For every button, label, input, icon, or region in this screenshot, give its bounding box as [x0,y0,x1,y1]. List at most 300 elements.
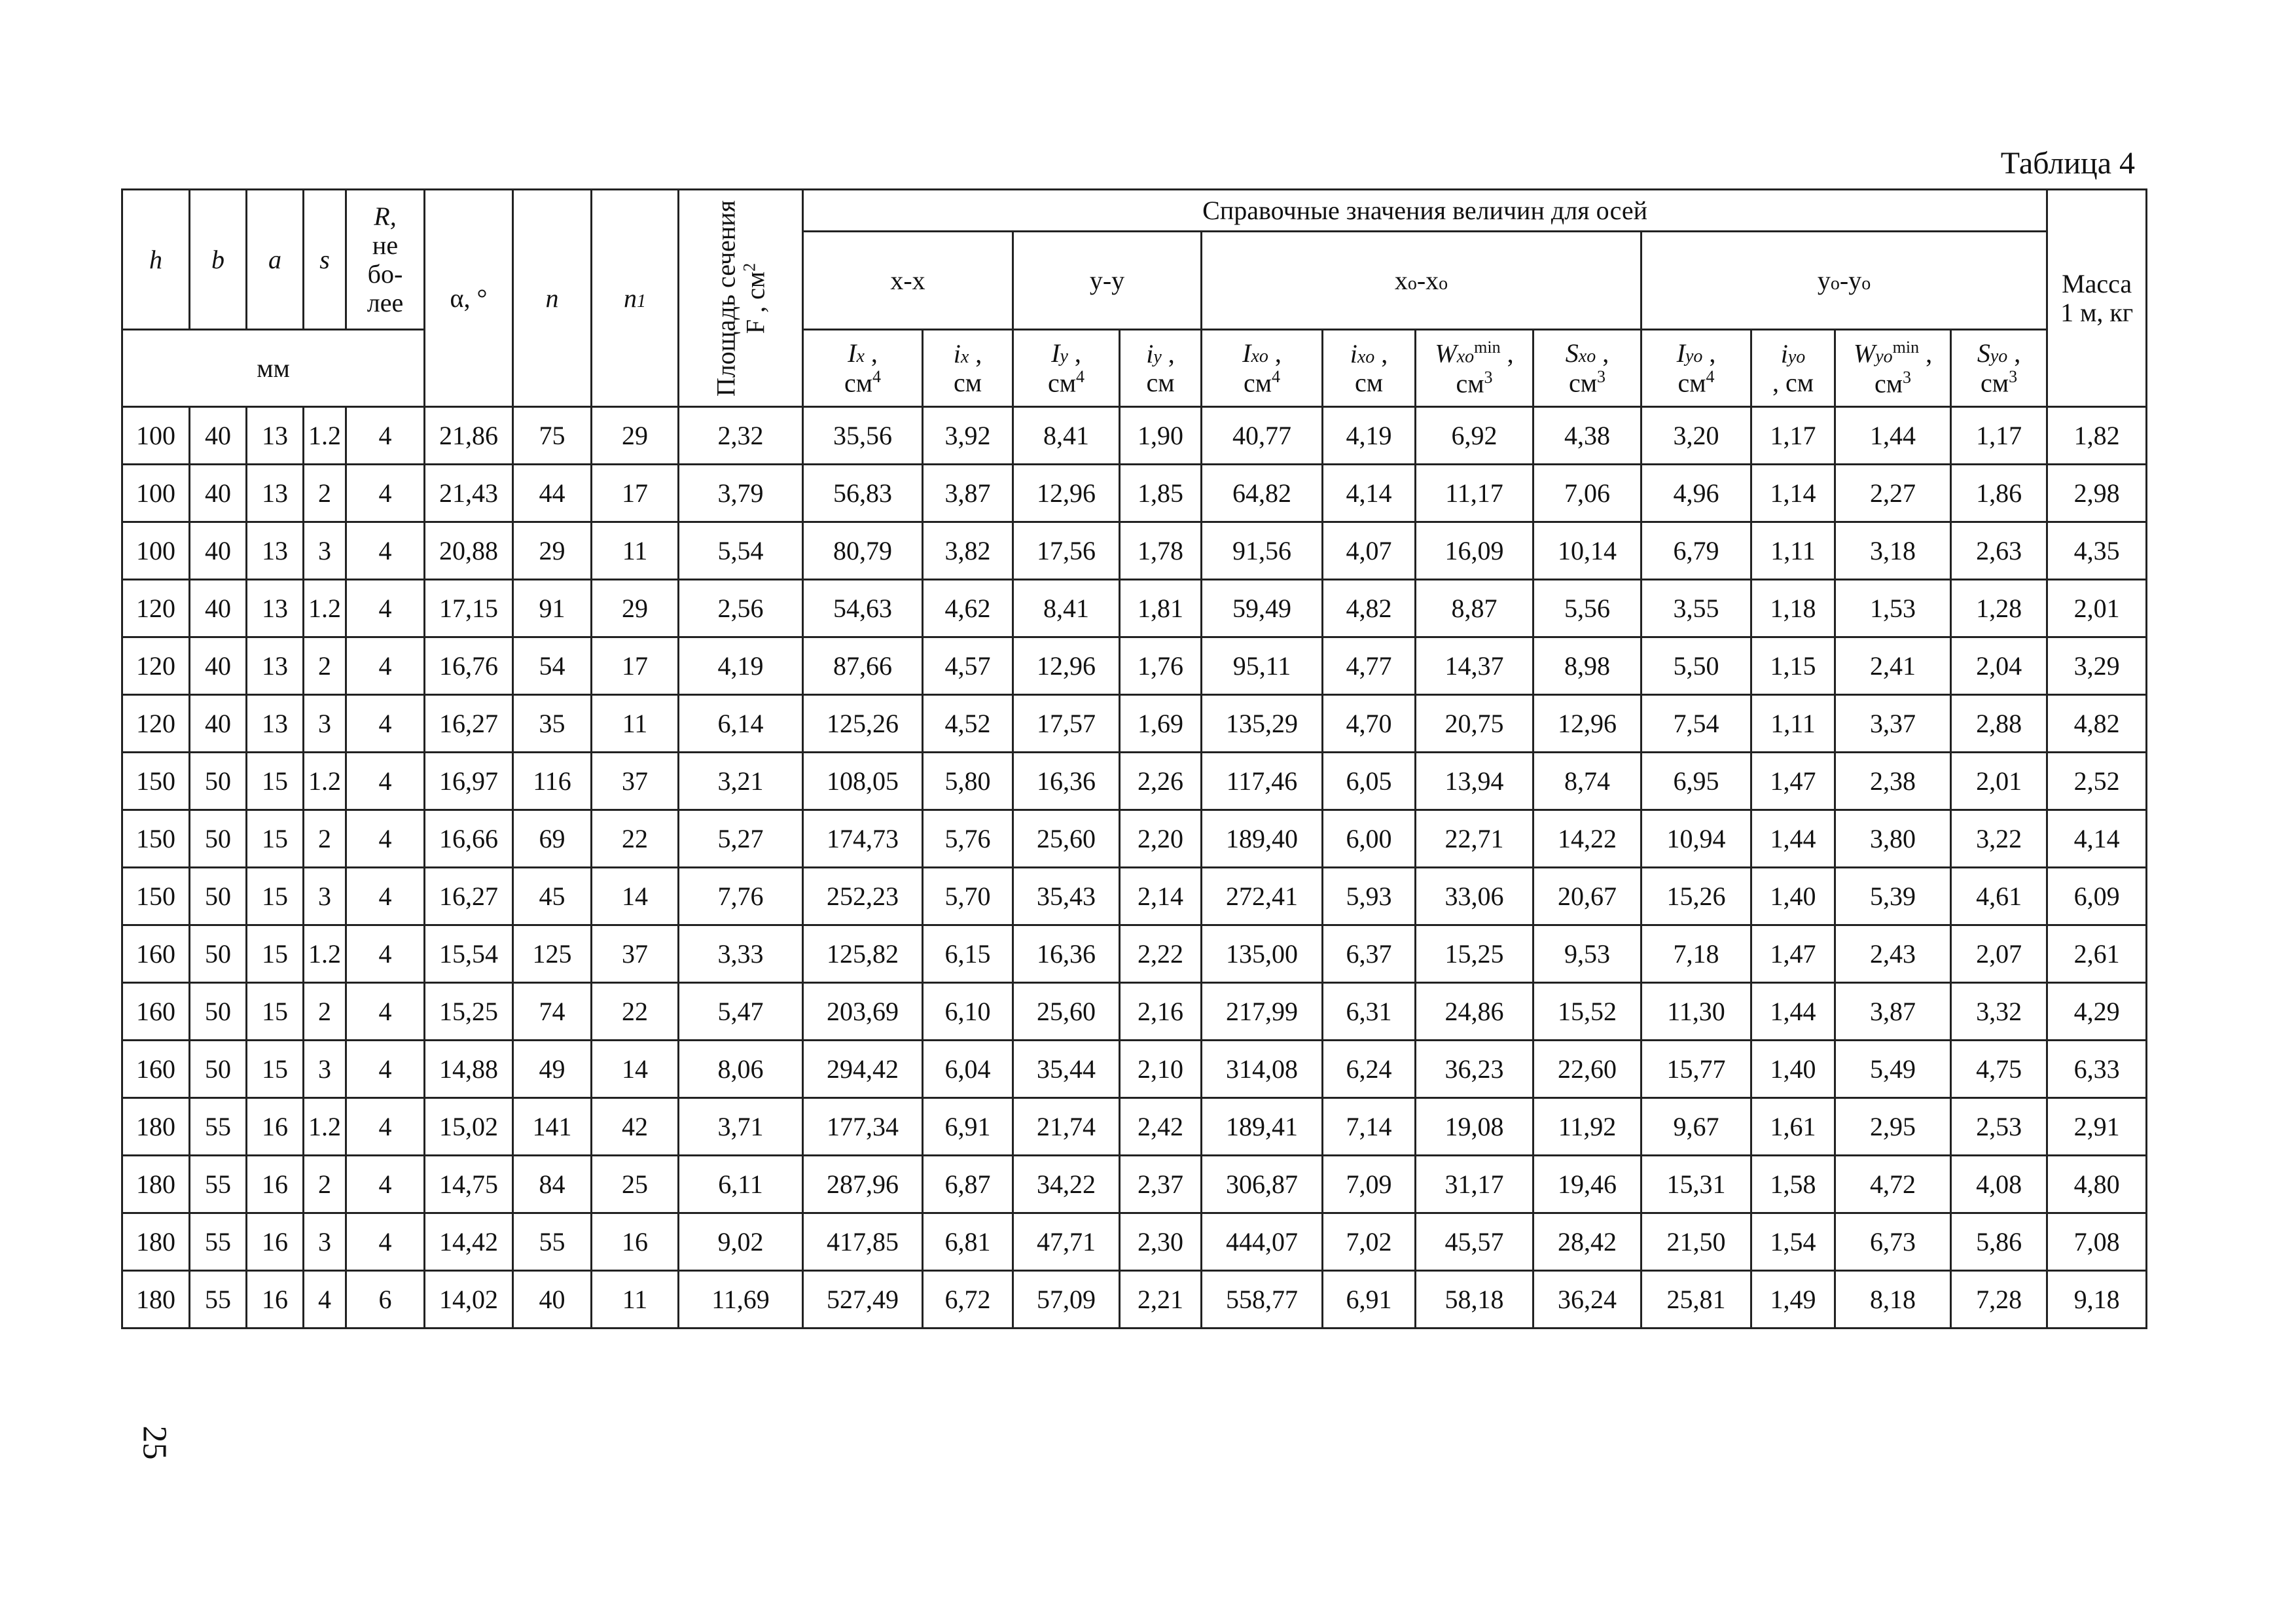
table-cell: 6,04 [923,1041,1013,1098]
table-cell: 50 [190,1041,247,1098]
table-cell: 4,07 [1323,522,1416,580]
table-cell: 2,26 [1120,753,1202,810]
table-cell: 19,46 [1534,1156,1641,1213]
table-cell: 40 [190,695,247,753]
table-cell: 3 [304,522,346,580]
table-cell: 80,79 [803,522,923,580]
table-cell: 2,32 [679,407,803,465]
table-cell: 6,15 [923,925,1013,983]
header-col-sub: y [1060,346,1068,366]
table-cell: 15,25 [1416,925,1534,983]
table-row [122,580,2147,637]
table-cell: 12,96 [1534,695,1641,753]
table-cell: 6,91 [923,1098,1013,1156]
table-cell: 189,40 [1202,810,1323,868]
table-cell: 7,06 [1534,465,1641,522]
table-cell: 8,18 [1835,1271,1951,1329]
header-col-3: iy , см [1120,330,1202,407]
table-cell: 116 [513,753,592,810]
table-cell: 17,15 [425,580,513,637]
table-cell: 17,56 [1013,522,1120,580]
header-col-8: Iyo , $см^4$ [1641,330,1751,407]
table-cell: 5,76 [923,810,1013,868]
table-cell: 2 [304,810,346,868]
table-cell: 150 [122,868,190,925]
table-cell: 1,44 [1835,407,1951,465]
table-cell: 8,87 [1416,580,1534,637]
table-cell: 13 [247,637,304,695]
header-b: b [190,190,247,330]
table-cell: 40 [190,407,247,465]
header-axis-yoyo-o2: o [1861,273,1871,294]
table-cell: 5,86 [1951,1213,2047,1271]
table-cell: 1,53 [1835,580,1951,637]
header-col-symbol: S [1565,338,1579,368]
header-axis-yy: y-y [1013,232,1202,330]
table-cell: 2,41 [1835,637,1951,695]
table-cell: 135,29 [1202,695,1323,753]
header-col-power: 4 [1706,366,1715,386]
table-cell: 12,96 [1013,465,1120,522]
header-col-6: Wxo$^{min}$ , $см^3$ [1416,330,1534,407]
table-cell: 5,70 [923,868,1013,925]
table-cell: 21,74 [1013,1098,1120,1156]
table-row [122,1271,2147,1329]
table-cell: 3,87 [1835,983,1951,1041]
table-cell: 15,26 [1641,868,1751,925]
table-cell: 3,87 [923,465,1013,522]
header-col-unit: см [1146,367,1175,397]
table-cell: 91 [513,580,592,637]
table-cell: 25 [592,1156,679,1213]
header-col-sub: y [1153,346,1162,367]
table-cell: 35 [513,695,592,753]
table-cell: 2,38 [1835,753,1951,810]
table-cell: 15 [247,1041,304,1098]
table-cell: 36,23 [1416,1041,1534,1098]
table-cell: 40 [190,580,247,637]
table-cell: 6,92 [1416,407,1534,465]
table-cell: 4,35 [2047,522,2147,580]
table-cell: 22,60 [1534,1041,1641,1098]
table-cell: 36,24 [1534,1271,1641,1329]
table-cell: 272,41 [1202,868,1323,925]
table-cell: 4 [346,1213,425,1271]
table-cell: 6,81 [923,1213,1013,1271]
header-col-unit: см [1047,368,1077,398]
table-cell: 4,38 [1534,407,1641,465]
table-cell: 314,08 [1202,1041,1323,1098]
table-cell: 24,86 [1416,983,1534,1041]
table-cell: 4 [346,1156,425,1213]
table-cell: 28,42 [1534,1213,1641,1271]
table-cell: 4,14 [1323,465,1416,522]
table-row [122,465,2147,522]
table-cell: 4 [346,407,425,465]
header-col-sup: min [1474,338,1501,357]
table-cell: 2,30 [1120,1213,1202,1271]
table-cell: 417,85 [803,1213,923,1271]
table-cell: 10,14 [1534,522,1641,580]
table-cell: 189,41 [1202,1098,1323,1156]
table-cell: 11,30 [1641,983,1751,1041]
table-cell: 3 [304,868,346,925]
table-cell: 1,44 [1751,810,1835,868]
table-cell: 2 [304,465,346,522]
table-cell: 177,34 [803,1098,923,1156]
header-col-unit: см [1568,368,1598,398]
header-col-unit: см [844,368,873,398]
table-cell: 4,82 [2047,695,2147,753]
table-cell: 56,83 [803,465,923,522]
table-cell: 8,41 [1013,580,1120,637]
header-alpha: α, ° [425,190,513,407]
table-cell: 13 [247,465,304,522]
table-cell: 1.2 [304,580,346,637]
header-axis-xx: x-x [803,232,1013,330]
table-cell: 15 [247,810,304,868]
table-cell: 42 [592,1098,679,1156]
header-col-symbol: W [1435,338,1457,368]
page-number: 25 [135,1425,173,1460]
header-axis-xoxo-a: x [1394,265,1408,295]
table-caption: Таблица 4 [2000,146,2135,181]
table-cell: 14,37 [1416,637,1534,695]
table-cell: 1,14 [1751,465,1835,522]
table-cell: 4 [346,580,425,637]
table-cell: 1.2 [304,925,346,983]
header-r [346,190,425,330]
table-cell: 2,43 [1835,925,1951,983]
header-n1 [592,190,679,407]
header-col-sub: yo [1990,346,2008,366]
table-cell: 11,92 [1534,1098,1641,1156]
table-row [122,1098,2147,1156]
table-cell: 6,14 [679,695,803,753]
table-row [122,1156,2147,1213]
header-col-1: ix , см [923,330,1013,407]
table-cell: 1,58 [1751,1156,1835,1213]
table-row [122,407,2147,465]
table-cell: 4,96 [1641,465,1751,522]
table-cell: 40 [190,637,247,695]
header-col-unit: см [953,367,982,397]
header-mm: мм [122,330,425,407]
table-cell: 8,41 [1013,407,1120,465]
table-cell: 2,98 [2047,465,2147,522]
table-cell: 4 [346,925,425,983]
table-cell: 57,09 [1013,1271,1120,1329]
table-row [122,522,2147,580]
table-cell: 37 [592,753,679,810]
table-cell: 5,54 [679,522,803,580]
table-cell: 4,08 [1951,1156,2047,1213]
table-cell: 21,86 [425,407,513,465]
table-cell: 25,60 [1013,810,1120,868]
table-cell: 1,11 [1751,522,1835,580]
table-cell: 1.2 [304,1098,346,1156]
table-cell: 13,94 [1416,753,1534,810]
header-mass [2047,190,2147,407]
table-cell: 1,85 [1120,465,1202,522]
table-cell: 6,05 [1323,753,1416,810]
table-cell: 180 [122,1156,190,1213]
table-cell: 5,80 [923,753,1013,810]
table-row [122,637,2147,695]
table-cell: 6 [346,1271,425,1329]
table-cell: 160 [122,925,190,983]
table-cell: 59,49 [1202,580,1323,637]
table-cell: 306,87 [1202,1156,1323,1213]
table-cell: 1,47 [1751,925,1835,983]
table-cell: 3,29 [2047,637,2147,695]
table-cell: 15,52 [1534,983,1641,1041]
table-cell: 4,80 [2047,1156,2147,1213]
header-col-power: 3 [1597,366,1606,386]
table-cell: 5,50 [1641,637,1751,695]
table-cell: 4 [346,753,425,810]
table-cell: 54,63 [803,580,923,637]
header-col-unit: см [1874,368,1903,398]
table-row [122,810,2147,868]
table-cell: 58,18 [1416,1271,1534,1329]
table-cell: 4,29 [2047,983,2147,1041]
table-cell: 444,07 [1202,1213,1323,1271]
table-cell: 17 [592,465,679,522]
table-cell: 15,25 [425,983,513,1041]
table-cell: 16 [247,1271,304,1329]
table-cell: 1,61 [1751,1098,1835,1156]
table-row [122,868,2147,925]
header-col-7: Sxo , $см^3$ [1534,330,1641,407]
table-cell: 7,28 [1951,1271,2047,1329]
header-n1-symbol: n [624,283,637,313]
header-col-sub: yo [1875,346,1893,367]
table-cell: 34,22 [1013,1156,1120,1213]
header-col-power: 3 [1484,367,1493,387]
header-axis-yoyo [1641,232,2047,330]
table-cell: 174,73 [803,810,923,868]
table-cell: 15,02 [425,1098,513,1156]
table-cell: 100 [122,407,190,465]
table-cell: 11,17 [1416,465,1534,522]
table-cell: 16,27 [425,868,513,925]
table-cell: 4 [346,1041,425,1098]
table-cell: 1,17 [1951,407,2047,465]
table-cell: 4 [346,637,425,695]
table-cell: 1,15 [1751,637,1835,695]
table-cell: 22 [592,810,679,868]
table-cell: 2,61 [2047,925,2147,983]
table-cell: 55 [190,1271,247,1329]
table-cell: 2,91 [2047,1098,2147,1156]
table-cell: 4 [346,1098,425,1156]
table-cell: 7,09 [1323,1156,1416,1213]
table-cell: 125,26 [803,695,923,753]
table-cell: 4,14 [2047,810,2147,868]
table-cell: 6,11 [679,1156,803,1213]
table-cell: 217,99 [1202,983,1323,1041]
table-cell: 5,56 [1534,580,1641,637]
table-cell: 1,54 [1751,1213,1835,1271]
table-cell: 14,02 [425,1271,513,1329]
table-cell: 11 [592,1271,679,1329]
header-col-9 [1751,330,1835,407]
table-cell: 1,40 [1751,1041,1835,1098]
table-cell: 4,82 [1323,580,1416,637]
table-cell: 6,73 [1835,1213,1951,1271]
table-cell: 150 [122,753,190,810]
header-col-symbol: I [1676,338,1685,368]
table-cell: 160 [122,1041,190,1098]
table-cell: 6,00 [1323,810,1416,868]
table-cell: 2,95 [1835,1098,1951,1156]
table-cell: 16,66 [425,810,513,868]
table-cell: 125,82 [803,925,923,983]
table-cell: 31,17 [1416,1156,1534,1213]
table-cell: 141 [513,1098,592,1156]
table-cell: 7,08 [2047,1213,2147,1271]
table-cell: 16,36 [1013,753,1120,810]
table-cell: 45,57 [1416,1213,1534,1271]
table-cell: 6,37 [1323,925,1416,983]
table-cell: 40 [190,465,247,522]
table-cell: 3,21 [679,753,803,810]
table-cell: 5,49 [1835,1041,1951,1098]
table-cell: 5,27 [679,810,803,868]
table-cell: 8,06 [679,1041,803,1098]
table-cell: 29 [592,407,679,465]
table-cell: 2,10 [1120,1041,1202,1098]
table-cell: 6,31 [1323,983,1416,1041]
table-cell: 87,66 [803,637,923,695]
table-cell: 100 [122,465,190,522]
table-cell: 20,88 [425,522,513,580]
header-area-label: Площадь сечения F , см [710,200,770,397]
table-cell: 14,88 [425,1041,513,1098]
table-cell: 29 [513,522,592,580]
table-cell: 95,11 [1202,637,1323,695]
table-cell: 2,27 [1835,465,1951,522]
header-a: a [247,190,304,330]
header-col-symbol: i [1350,338,1357,368]
table-cell: 13 [247,695,304,753]
table-cell: 40 [513,1271,592,1329]
table-cell: 4 [346,465,425,522]
table-cell: 4,70 [1323,695,1416,753]
table-cell: 3,18 [1835,522,1951,580]
table-cell: 9,67 [1641,1098,1751,1156]
table-cell: 15 [247,983,304,1041]
table-cell: 11,69 [679,1271,803,1329]
table-cell: 47,71 [1013,1213,1120,1271]
table-cell: 15 [247,753,304,810]
table-cell: 4,61 [1951,868,2047,925]
table-cell: 50 [190,810,247,868]
header-col-unit: см [1677,368,1706,398]
table-cell: 294,42 [803,1041,923,1098]
table-row [122,983,2147,1041]
table-cell: 11 [592,695,679,753]
table-cell: 16 [247,1213,304,1271]
header-col-sub: x [960,346,969,367]
table-cell: 1,28 [1951,580,2047,637]
table-cell: 2 [304,637,346,695]
section-properties-table [121,188,2147,1329]
table-cell: 16 [592,1213,679,1271]
table-cell: 4,52 [923,695,1013,753]
table-cell: 3,33 [679,925,803,983]
header-col-symbol: i [953,338,961,368]
header-axis-xoxo [1202,232,1641,330]
table-cell: 120 [122,580,190,637]
header-col-sup: min [1892,338,1920,357]
table-cell: 16,36 [1013,925,1120,983]
table-cell: 2,20 [1120,810,1202,868]
table-cell: 558,77 [1202,1271,1323,1329]
table-cell: 3,92 [923,407,1013,465]
table-cell: 6,95 [1641,753,1751,810]
table-cell: 50 [190,983,247,1041]
header-col-sub: xo [1357,346,1375,367]
table-cell: 45 [513,868,592,925]
header-col-sub: xo [1578,346,1596,366]
table-cell: 15 [247,868,304,925]
table-cell: 49 [513,1041,592,1098]
table-cell: 2 [304,983,346,1041]
table-cell: 35,56 [803,407,923,465]
table-cell: 19,08 [1416,1098,1534,1156]
table-cell: 16,76 [425,637,513,695]
table-cell: 6,79 [1641,522,1751,580]
header-col-symbol: W [1853,338,1876,368]
table-cell: 1,82 [2047,407,2147,465]
table-cell: 252,23 [803,868,923,925]
header-s: s [304,190,346,330]
header-col-2: Iy , $см^4$ [1013,330,1120,407]
table-cell: 6,91 [1323,1271,1416,1329]
header-col-unit: см [1981,368,2009,398]
table-cell: 8,98 [1534,637,1641,695]
table-cell: 5,47 [679,983,803,1041]
header-col-power: 3 [1903,367,1912,387]
table-cell: 4 [346,695,425,753]
table-cell: 7,02 [1323,1213,1416,1271]
table-cell: 7,76 [679,868,803,925]
header-col-symbol: I [1051,338,1060,368]
header-col-sub: xo [1251,346,1268,366]
table-cell: 55 [190,1213,247,1271]
table-cell: 1,11 [1751,695,1835,753]
header-area [679,190,803,407]
header-col-sub: yo [1787,346,1806,367]
table-cell: 4 [346,522,425,580]
header-col-4: Ixo , $см^4$ [1202,330,1323,407]
table-cell: 1,76 [1120,637,1202,695]
header-axis-yoyo-a: y [1817,265,1831,295]
table-cell: 4 [346,810,425,868]
table-cell: 1,86 [1951,465,2047,522]
table-cell: 75 [513,407,592,465]
table-cell: 6,33 [2047,1041,2147,1098]
table-cell: 3,79 [679,465,803,522]
table-row [122,1041,2147,1098]
header-axis-xoxo-o2: o [1439,273,1448,294]
table-cell: 3,37 [1835,695,1951,753]
table-row [122,925,2147,983]
table-cell: 2,37 [1120,1156,1202,1213]
table-cell: 1,44 [1751,983,1835,1041]
